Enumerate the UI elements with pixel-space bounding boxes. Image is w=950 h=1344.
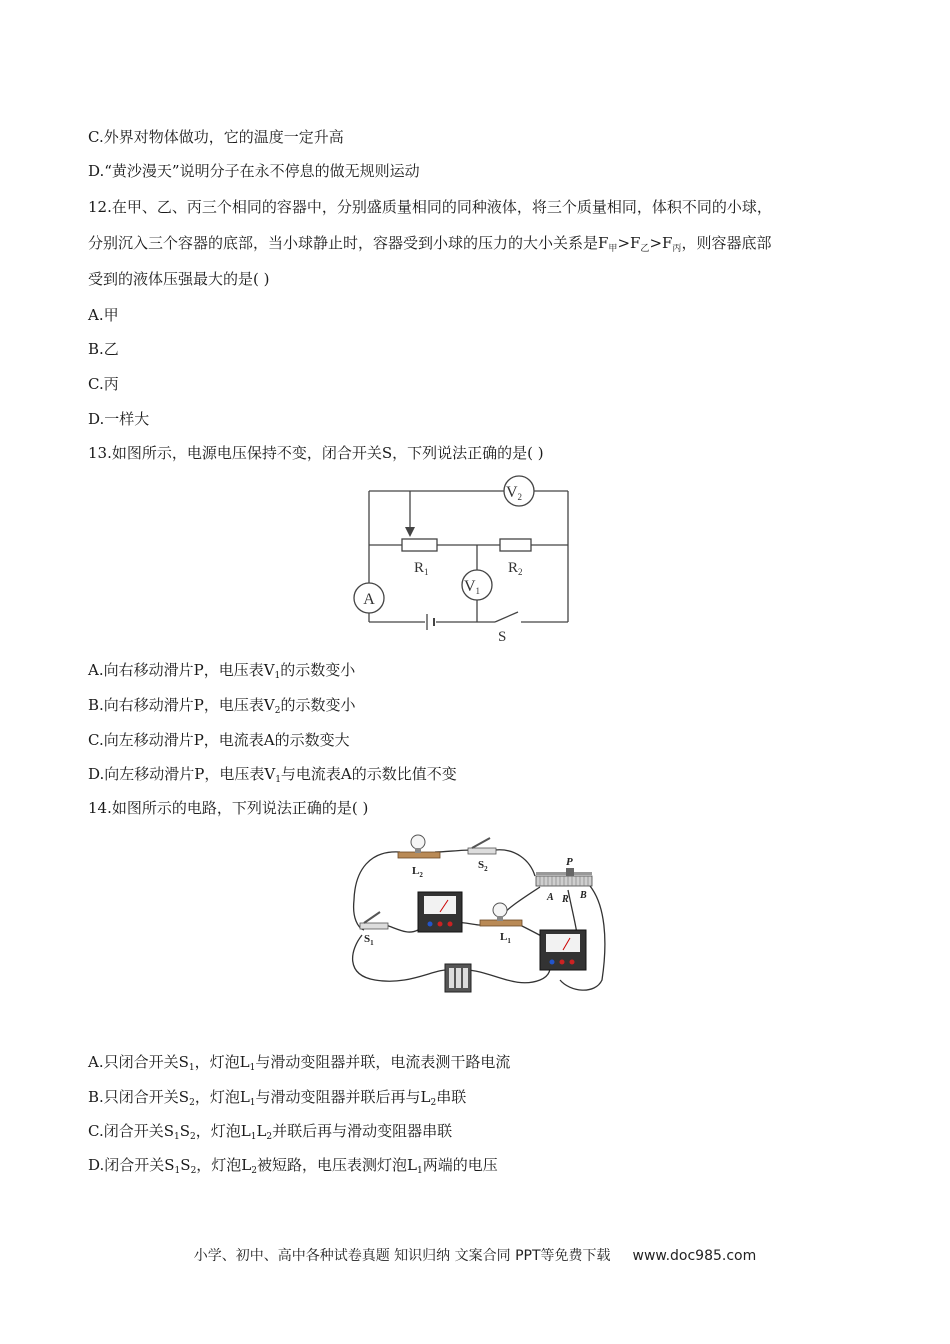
bulb-l1-icon xyxy=(493,903,507,917)
subscript: 丙 xyxy=(672,244,682,254)
text: V xyxy=(463,578,476,595)
text: B.只闭合开关S xyxy=(88,1088,190,1106)
text: 被短路，电压表测灯泡L xyxy=(257,1156,417,1174)
question-12-line2 xyxy=(88,233,771,259)
label-s1 xyxy=(364,933,374,947)
label-l1 xyxy=(500,931,511,945)
option-d-q12: D.一样大 xyxy=(88,410,150,428)
circuit-diagram-13 xyxy=(320,475,610,645)
text: >F xyxy=(649,234,673,252)
terminal-icon xyxy=(560,960,565,965)
subscript: 1 xyxy=(416,1166,423,1176)
question-14: 14.如图所示的电路，下列说法正确的是( ) xyxy=(88,799,369,817)
resistor-r2 xyxy=(500,539,531,551)
text: L xyxy=(256,1122,267,1140)
text: S xyxy=(180,1156,191,1174)
option-c-q13: C.向左移动滑片P，电流表A的示数变大 xyxy=(88,731,350,749)
battery-cell xyxy=(463,968,468,988)
subscript: 1 xyxy=(475,586,481,596)
text: 并联后再与滑动变阻器串联 xyxy=(272,1122,453,1140)
text: 两端的电压 xyxy=(422,1156,498,1174)
subscript: 1 xyxy=(274,671,281,681)
label-r: R xyxy=(562,894,569,905)
text: B.向右移动滑片P，电压表V xyxy=(88,696,275,714)
question-12-line3: 受到的液体压强最大的是( ) xyxy=(88,270,270,288)
label-l2 xyxy=(412,865,423,879)
option-d-q14 xyxy=(88,1155,498,1181)
subscript: 2 xyxy=(251,1166,257,1176)
text: A.向右移动滑片P，电压表V xyxy=(88,661,275,679)
subscript: 2 xyxy=(419,871,423,879)
option-a-q14 xyxy=(88,1052,510,1078)
text: S xyxy=(478,859,485,871)
option-b-q14 xyxy=(88,1087,466,1113)
text: R xyxy=(414,560,425,576)
option-d-q13 xyxy=(88,764,457,790)
subscript: 1 xyxy=(424,567,429,577)
text: S xyxy=(179,1122,191,1140)
text: 与滑动变阻器并联，电流表测干路电流 xyxy=(255,1053,511,1071)
switch-lever-s2-icon xyxy=(472,838,490,848)
text: ，灯泡L xyxy=(195,1122,251,1140)
subscript: 1 xyxy=(174,1132,180,1142)
text: S xyxy=(364,933,371,945)
battery-cell xyxy=(456,968,461,988)
switch-base-s1 xyxy=(360,923,388,929)
bulb-l2-icon xyxy=(411,835,425,849)
text: L xyxy=(412,865,420,877)
subscript: 1 xyxy=(249,1063,256,1073)
bulb-socket-l2 xyxy=(415,848,421,853)
text: A.只闭合开关S xyxy=(88,1053,189,1071)
subscript: 2 xyxy=(517,492,523,502)
label-r2 xyxy=(508,560,523,577)
option-a-q12: A.甲 xyxy=(88,306,119,324)
terminal-icon xyxy=(438,922,443,927)
subscript: 1 xyxy=(275,775,281,785)
label-b-terminal: B xyxy=(580,890,587,901)
rheostat-rail xyxy=(536,872,592,875)
text: R xyxy=(508,560,519,576)
text: ，灯泡L xyxy=(194,1088,250,1106)
footer-text: 小学、初中、高中各种试卷真题 知识归纳 文案合同 PPT等免费下载 xyxy=(193,1248,611,1264)
subscript: 2 xyxy=(190,1166,197,1176)
question-12-line1: 12.在甲、乙、丙三个相同的容器中，分别盛质量相同的同种液体，将三个质量相同，体积不同的小球， xyxy=(88,198,772,216)
subscript: 1 xyxy=(250,1132,257,1142)
label-s2 xyxy=(478,859,488,873)
switch-lever-s1-icon xyxy=(364,912,380,923)
terminal-icon xyxy=(448,922,453,927)
subscript: 2 xyxy=(274,706,281,716)
text: L xyxy=(500,931,508,943)
text: 的示数变小 xyxy=(280,661,356,679)
option-c-q11: C.外界对物体做功，它的温度一定升高 xyxy=(88,128,344,146)
text: V xyxy=(505,484,518,501)
option-b-q12: B.乙 xyxy=(88,340,119,358)
label-a-terminal: A xyxy=(547,892,554,903)
rheostat-slider xyxy=(566,868,574,876)
subscript: 1 xyxy=(174,1166,181,1176)
subscript: 乙 xyxy=(640,244,650,254)
label-a: A xyxy=(363,591,375,608)
terminal-icon xyxy=(550,960,555,965)
battery-cell xyxy=(449,968,454,988)
option-a-q13 xyxy=(88,660,355,686)
option-c-q14 xyxy=(88,1121,452,1147)
label-r1 xyxy=(414,560,429,577)
subscript: 2 xyxy=(518,567,523,577)
subscript: 1 xyxy=(507,937,511,945)
text: 分别沉入三个容器的底部，当小球静止时，容器受到小球的压力的大小关系是F xyxy=(88,234,609,252)
subscript: 2 xyxy=(266,1132,273,1142)
slider-arrow-icon xyxy=(405,527,415,537)
option-d-q11: D.“黄沙漫天”说明分子在永不停息的做无规则运动 xyxy=(88,162,420,180)
subscript: 2 xyxy=(189,1098,195,1108)
resistor-r1 xyxy=(402,539,437,551)
subscript: 2 xyxy=(430,1098,437,1108)
subscript: 1 xyxy=(188,1063,195,1073)
text: D.闭合开关S xyxy=(88,1156,175,1174)
text: 串联 xyxy=(436,1088,467,1106)
bulb-socket-l1 xyxy=(497,916,503,921)
page-footer xyxy=(0,1245,950,1265)
subscript: 甲 xyxy=(608,244,618,254)
text: 与电流表A的示数比值不变 xyxy=(280,765,457,783)
text: >F xyxy=(617,234,641,252)
subscript: 2 xyxy=(190,1132,196,1142)
text: ，则容器底部 xyxy=(681,234,772,252)
text: 的示数变小 xyxy=(280,696,356,714)
subscript: 2 xyxy=(484,865,488,873)
switch-base-s2 xyxy=(468,848,496,854)
circuit-photo-14 xyxy=(340,830,610,1000)
question-13: 13.如图所示，电源电压保持不变，闭合开关S，下列说法正确的是( ) xyxy=(88,444,544,462)
subscript: 1 xyxy=(370,939,374,947)
label-s: S xyxy=(498,629,507,645)
option-b-q13 xyxy=(88,695,355,721)
text: ，灯泡L xyxy=(194,1053,250,1071)
subscript: 1 xyxy=(249,1098,256,1108)
footer-url-link[interactable]: www.doc985.com xyxy=(632,1248,757,1264)
text: C.闭合开关S xyxy=(88,1122,174,1140)
text: ，灯泡L xyxy=(196,1156,252,1174)
terminal-icon xyxy=(570,960,575,965)
option-c-q12: C.丙 xyxy=(88,375,119,393)
text: 与滑动变阻器并联后再与L xyxy=(255,1088,431,1106)
text: D.向左移动滑片P，电压表V xyxy=(88,765,276,783)
terminal-icon xyxy=(428,922,433,927)
label-p: P xyxy=(566,856,573,868)
